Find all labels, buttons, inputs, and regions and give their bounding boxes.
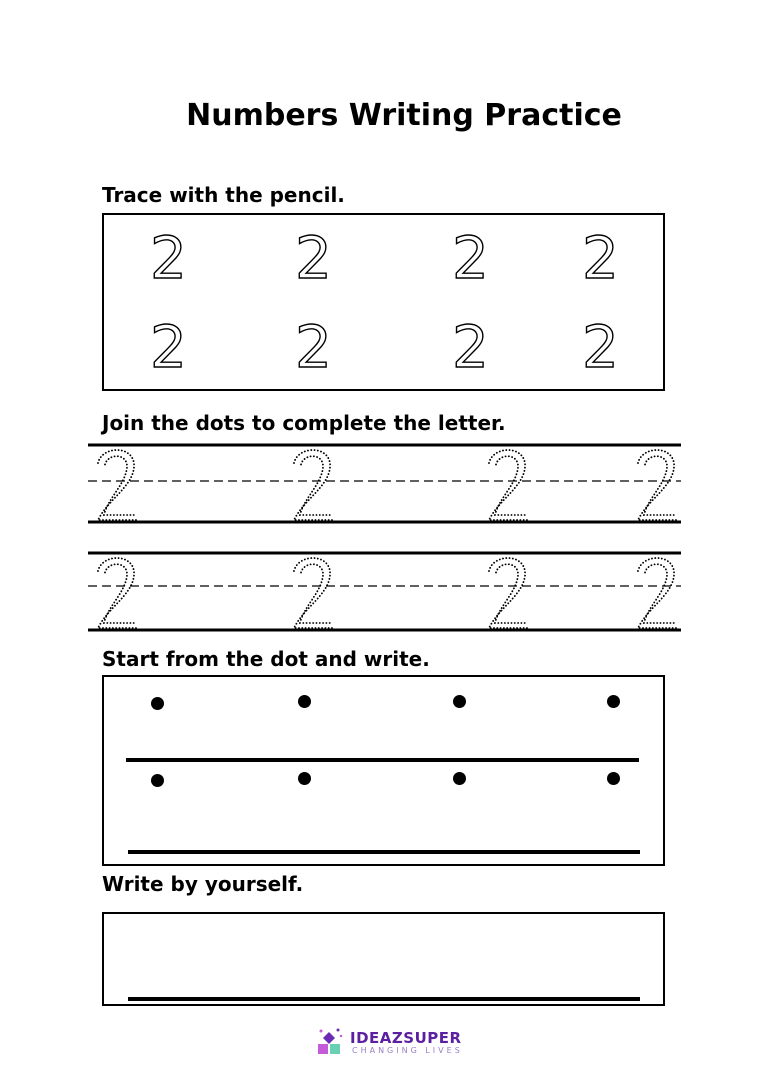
dotted-digit-outline [638, 558, 676, 628]
trace-digit: 2 [295, 313, 332, 381]
handwriting-row-2 [88, 553, 681, 630]
handwriting-row-1 [88, 445, 681, 522]
start-dot [607, 772, 620, 785]
logo-name: IDEAZSUPER [350, 1029, 462, 1047]
dotted-digit-outline [98, 450, 136, 520]
dotted-digit-outline [638, 450, 676, 520]
brand-logo [316, 1026, 476, 1060]
logo-tagline: CHANGING LIVES [352, 1046, 463, 1055]
trace-section-label: Trace with the pencil. [102, 183, 345, 207]
join-section-label: Join the dots to complete the letter. [102, 411, 506, 435]
start-dot [151, 697, 164, 710]
trace-digit: 2 [295, 224, 332, 292]
dotted-digit-outline [104, 456, 136, 515]
start-box [102, 675, 665, 866]
page-title: Numbers Writing Practice [186, 98, 622, 133]
start-dot [453, 695, 466, 708]
start-dot [151, 774, 164, 787]
dotted-digit-outline [294, 450, 332, 520]
start-section-label: Start from the dot and write. [102, 647, 430, 671]
trace-digit: 2 [452, 224, 489, 292]
start-dot [298, 772, 311, 785]
writing-line [128, 997, 640, 1001]
dotted-digit-outline [300, 564, 332, 623]
writing-line [128, 850, 640, 854]
writing-line [126, 758, 639, 762]
trace-digit: 2 [150, 224, 187, 292]
logo-icon [316, 1026, 348, 1058]
write-section-label: Write by yourself. [102, 872, 304, 896]
write-box [102, 912, 665, 1006]
start-dot [453, 772, 466, 785]
dotted-digit-outline [104, 564, 136, 623]
dotted-digit-outline [294, 558, 332, 628]
dotted-digit-outline [98, 558, 136, 628]
dotted-digit-outline [495, 564, 527, 623]
dotted-digit-outline [644, 456, 676, 515]
trace-digit: 2 [150, 313, 187, 381]
trace-digit: 2 [582, 313, 619, 381]
dotted-digit-outline [489, 450, 527, 520]
dotted-digit-outline [489, 558, 527, 628]
dotted-digit-outline [495, 456, 527, 515]
trace-digit: 2 [452, 313, 489, 381]
start-dot [298, 695, 311, 708]
start-dot [607, 695, 620, 708]
dotted-digit-outline [644, 564, 676, 623]
dotted-digit-outline [300, 456, 332, 515]
trace-digit: 2 [582, 224, 619, 292]
